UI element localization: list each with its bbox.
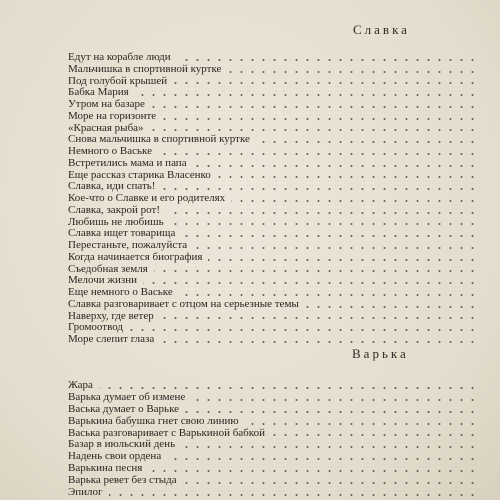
toc-entry [68,64,478,76]
dot-leader [179,294,478,296]
dot-leader [185,411,478,413]
toc-entry [68,439,478,451]
dot-leader [271,434,478,436]
toc-entry-title: Славка разговаривает с отцом на серьезные темы [68,298,299,310]
toc-entry-title: Море на горизонте [68,110,157,122]
dot-leader [170,223,478,225]
toc-entry [68,87,478,99]
toc-entry [68,475,478,487]
dot-leader [181,235,478,237]
toc-entry-title: Варька думает об измене [68,391,186,403]
toc-entry [68,99,478,111]
dot-leader [135,94,478,96]
toc-entry [68,240,478,252]
toc-entry-title: Васька думает о Варьке [68,403,180,415]
toc-entry-title: Снова мальчишка в спортивной куртке [68,134,250,146]
toc-entry-title: Мальчишка в спортивной куртке [68,63,222,75]
page-top-edge-rule [330,0,370,6]
dot-leader [162,118,478,120]
toc-entry-title: Жара [68,380,93,391]
toc-entry [68,451,478,463]
dot-leader [193,165,478,167]
toc-entry [68,228,478,240]
dot-leader [177,59,478,61]
toc-entry [68,428,478,440]
toc-entry [68,322,478,334]
toc-entry [68,463,478,475]
dot-leader [148,470,478,472]
toc-entry [68,52,478,64]
toc-entry-title: Базар в июльский день [68,439,176,451]
toc-entry [68,299,478,311]
dot-leader [150,129,478,131]
toc-entry [68,275,478,287]
toc-entry-title: Любишь не любишь [68,216,164,228]
toc-entry-title: Море слепит глаза [68,334,155,345]
toc-entry-title: «Красная рыба» [68,122,144,134]
dot-leader [231,200,478,202]
toc-entry [68,252,478,264]
section-title-slavka: Славка [353,22,410,37]
toc-entry [68,134,478,146]
toc-entry-title: Эпилог [68,487,103,499]
toc-entry [68,380,478,392]
toc-entry-title: Под голубой крышей [68,75,168,87]
dot-leader [217,176,478,178]
toc-list-varka [68,380,478,499]
section-title-varka: Варька [352,346,409,361]
toc-entry [68,311,478,323]
toc-entry-title: Славка, иди спать! [68,181,156,193]
toc-entry [68,205,478,217]
toc-entry-title: Еще немного о Ваське [68,287,173,298]
toc-entry-title: Громоотвод [68,322,123,334]
toc-entry-title: Еще рассказ старика Власенко [68,169,211,181]
dot-leader [161,188,478,190]
dot-leader [167,458,478,460]
toc-entry-title: Варька ревет без стыда [68,475,177,487]
dot-leader [245,423,478,425]
dot-leader [143,282,478,284]
toc-entry [68,193,478,205]
toc-list-slavka [68,52,478,346]
dot-leader [158,153,478,155]
toc-entry [68,487,478,499]
dot-leader [154,270,478,272]
toc-entry-title: Славка ищет товарища [68,228,176,240]
toc-entry [68,123,478,135]
dot-leader [227,71,478,73]
dot-leader [99,387,478,389]
toc-entry-title: Варькина песня [68,463,143,475]
toc-entry-title: Кое-что о Славке и его родителях [68,193,226,204]
toc-entry-title: Наверху, где ветер [68,310,154,322]
toc-entry [68,416,478,428]
dot-leader [109,494,478,496]
toc-entry [68,76,478,88]
toc-entry-title: Съедобная земля [68,263,148,275]
toc-entry-title: Васька разговаривает с Варькиной бабкой [68,427,265,439]
dot-leader [181,446,478,448]
toc-entry [68,111,478,123]
toc-entry-title: Встретились мама и папа [68,157,187,169]
dot-leader [256,141,478,143]
toc-entry [68,181,478,193]
toc-entry [68,392,478,404]
dot-leader [191,399,478,401]
toc-entry-title: Когда начинается биография [68,251,203,263]
toc-entry [68,170,478,182]
dot-leader [166,212,478,214]
toc-entry-title: Славка, закрой рот! [68,204,160,216]
toc-entry [68,264,478,276]
dot-leader [183,482,478,484]
toc-entry-title: Утром на базаре [68,99,145,110]
toc-entry [68,158,478,170]
dot-leader [160,317,478,319]
dot-leader [129,329,478,331]
toc-entry [68,217,478,229]
toc-entry-title: Надень свои ордена [68,451,162,463]
dot-leader [193,247,478,249]
toc-entry-title: Немного о Ваське [68,146,152,157]
toc-entry-title: Перестаньте, пожалуйста [68,240,188,251]
toc-entry-title: Варькина бабушка гнет свою линию [68,415,239,427]
toc-entry [68,404,478,416]
dot-leader [151,106,478,108]
toc-entry-title: Едут на корабле люди [68,52,171,63]
toc-entry [68,334,478,346]
toc-entry [68,287,478,299]
toc-entry [68,146,478,158]
dot-leader [208,259,478,261]
toc-entry-title: Бабка Мария [68,87,129,99]
dot-leader [160,341,478,343]
dot-leader [173,82,478,84]
dot-leader [305,306,478,308]
toc-entry-title: Мелочи жизни [68,275,137,287]
